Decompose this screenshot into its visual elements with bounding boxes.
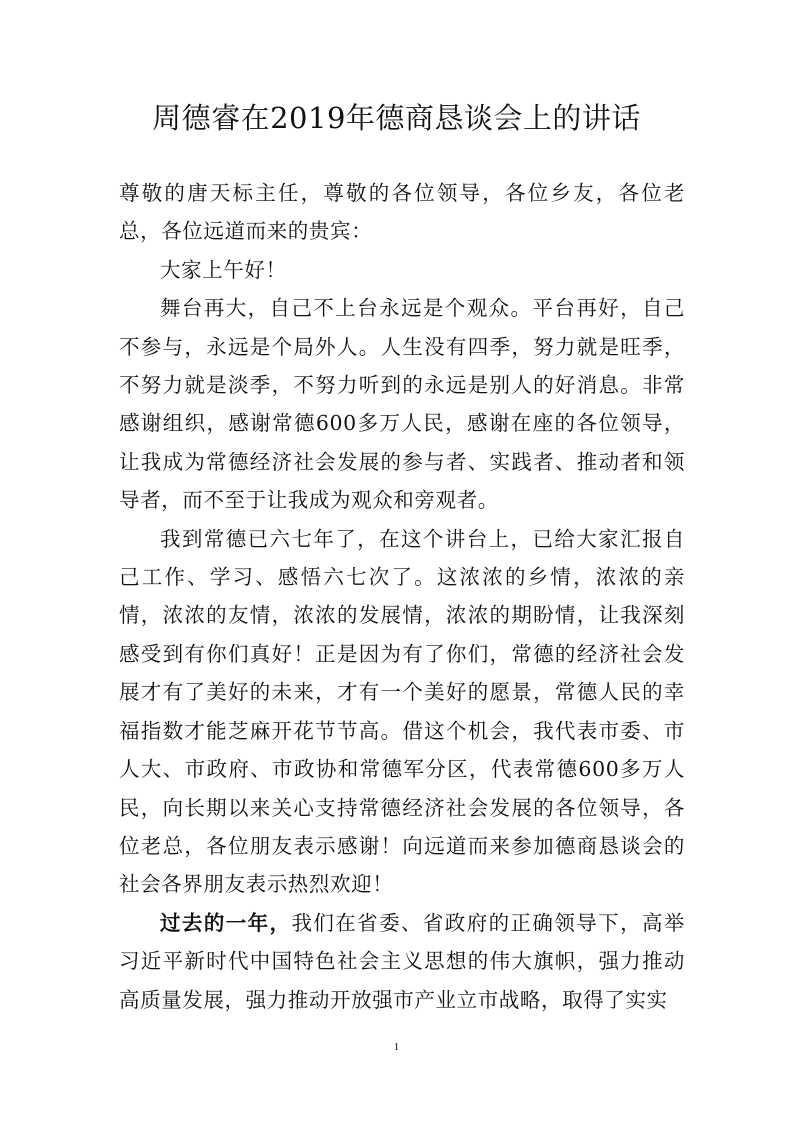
document-title: 周德睿在2019年德商恳谈会上的讲话 [152, 101, 641, 135]
body-paragraph: 舞台再大，自己不上台永远是个观众。平台再好，自己不参与，永远是个局外人。人生没有四季，努力就是旺季，不努力就是淡季，不努力听到的永远是别人的好消息。非常感谢组织，感谢常德600多万人民，感谢在座的各位领导，让我成为常德经济社会发展的参与者、实践者、推动者和领导者，而不至于让我成为观众和旁观者。 [119, 296, 685, 513]
greeting-paragraph: 大家上午好！ [160, 257, 287, 282]
paragraph-text: 我们在省委、省政府的正确领导下，高举习近平新时代中国特色社会主义思想的伟大旗帜，强力推动高质量发展，强力推动开放强市产业立市战略，取得了实实 [119, 910, 685, 1012]
body-paragraph: 我到常德已六七年了，在这个讲台上，已给大家汇报自己工作、学习、感悟六七次了。这浓浓的乡情，浓浓的亲情，浓浓的友情，浓浓的发展情，浓浓的期盼情，让我深刻感受到有你们真好！正是因为有了你们，常德的经济社会发展才有了美好的未来，才有一个美好的愿景，常德人民的幸福指数才能芝麻开花节节高。借这个机会，我代表市委、市人大、市政府、市政协和常德军分区，代表常德600多万人民，向长期以来关心支持常德经济社会发展的各位领导，各位老总，各位朋友表示感谢！向远道而来参加德商恳谈会的社会各界朋友表示热烈欢迎！ [119, 526, 685, 897]
document-body [119, 174, 685, 1019]
paragraph-lead-phrase: 过去的一年， [160, 910, 292, 935]
page-number: 1 [393, 1041, 400, 1053]
salutation-paragraph: 尊敬的唐天标主任，尊敬的各位领导，各位乡友，各位老总，各位远道而来的贵宾： [119, 181, 685, 244]
body-paragraph-past-year [119, 904, 685, 1019]
